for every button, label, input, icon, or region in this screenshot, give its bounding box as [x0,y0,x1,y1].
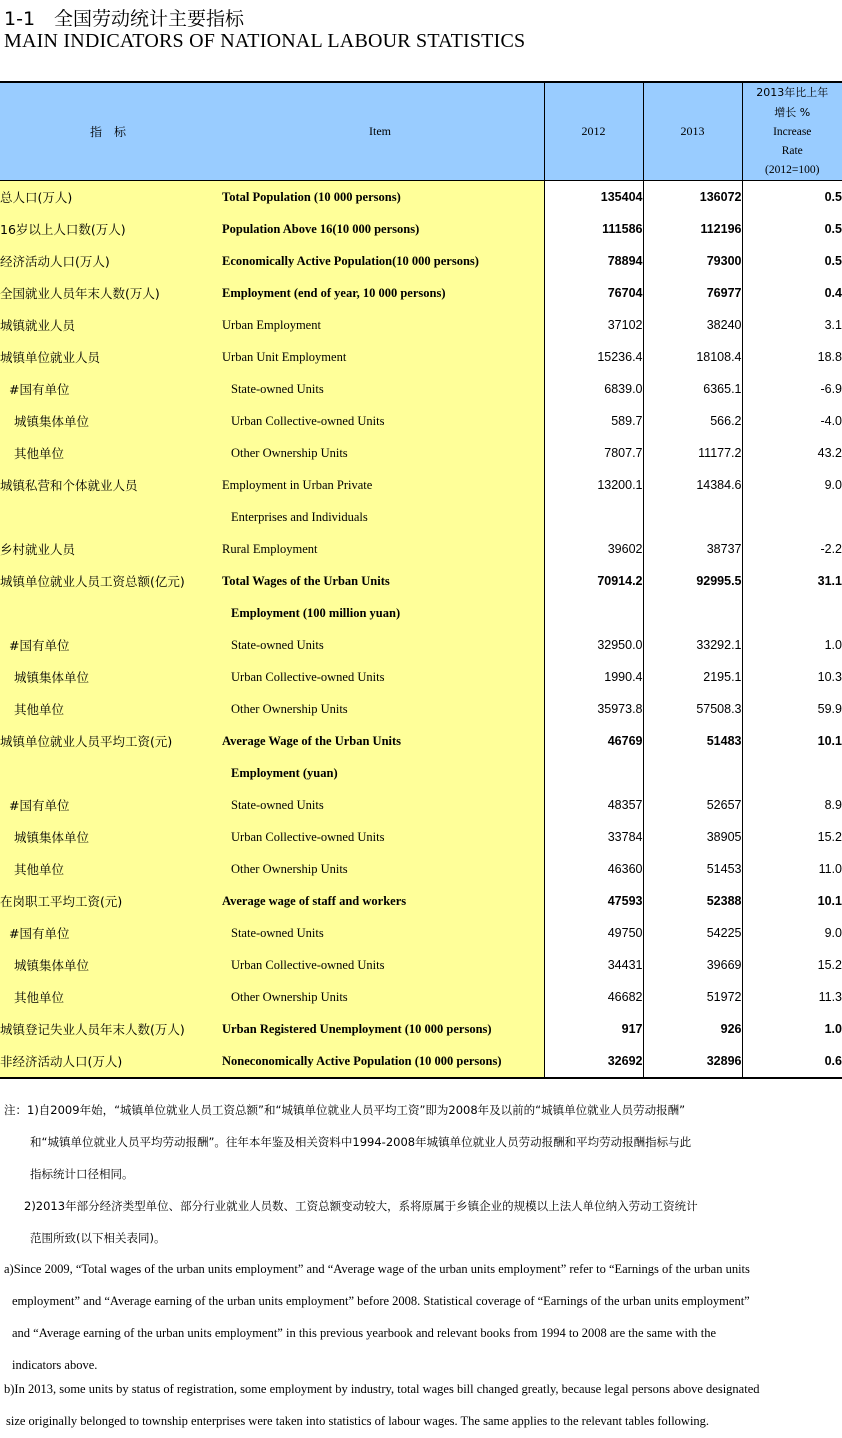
indicator-cn: 城镇单位就业人员 [0,341,222,373]
table-row [0,629,842,661]
indicator-cn: 16岁以上人口数(万人) [0,213,222,245]
table-row [0,469,842,501]
indicator-cn: 其他单位 [0,981,222,1013]
item-en [222,629,544,661]
value-2012: 34431 [544,949,643,981]
indicator-cn: 其他单位 [0,437,222,469]
indicator-cn: 城镇集体单位 [0,949,222,981]
item-en-text: Other Ownership Units [231,445,348,460]
value-2013: 76977 [643,277,742,309]
item-en [222,981,544,1013]
value-2013: 11177.2 [643,437,742,469]
value-rate: 31.1 [742,565,842,597]
header-item: Item [222,82,544,181]
indicator-cn: #国有单位 [0,917,222,949]
indicator-cn: #国有单位 [0,789,222,821]
table-row [0,245,842,277]
indicator-cn: 总人口(万人) [0,181,222,214]
table-row [0,885,842,917]
value-2012: 46360 [544,853,643,885]
value-rate: 10.3 [742,661,842,693]
indicator-cn: 乡村就业人员 [0,533,222,565]
header-rate-line4: Rate [781,145,803,157]
footnote-cn-2-line2: 范围所致(以下相关表同)。 [30,1231,166,1245]
value-2012 [544,597,643,629]
item-en [222,949,544,981]
indicator-cn: 城镇私营和个体就业人员 [0,469,222,501]
value-2013: 566.2 [643,405,742,437]
item-en-text: Other Ownership Units [231,989,348,1004]
indicator-cn [0,597,222,629]
table-row [0,565,842,597]
value-rate: 11.3 [742,981,842,1013]
item-en-text: State-owned Units [231,797,324,812]
value-rate: 0.5 [742,181,842,214]
item-en: Economically Active Population(10 000 persons) [222,245,544,277]
value-rate: -6.9 [742,373,842,405]
indicator-cn: #国有单位 [0,629,222,661]
item-en-text: Urban Collective-owned Units [231,957,385,972]
table-row [0,341,842,373]
value-2012: 76704 [544,277,643,309]
value-2012: 589.7 [544,405,643,437]
value-2013 [643,757,742,789]
item-en: Average Wage of the Urban Units [222,725,544,757]
item-en [222,661,544,693]
item-en-text: Enterprises and Individuals [231,509,368,524]
value-2013: 136072 [643,181,742,214]
indicator-cn: 城镇集体单位 [0,821,222,853]
value-rate: 10.1 [742,885,842,917]
value-rate: 15.2 [742,821,842,853]
table-row [0,853,842,885]
header-2013: 2013 [643,82,742,181]
value-2013: 38737 [643,533,742,565]
table-row [0,725,842,757]
value-2013: 14384.6 [643,469,742,501]
table-title-en: MAIN INDICATORS OF NATIONAL LABOUR STATISTICS [4,30,526,52]
value-2012: 15236.4 [544,341,643,373]
footnote-en-b-line2: size originally belonged to township enterprises were taken into statistics of labour wages. The same applies to the relevant tables following. [6,1414,710,1428]
value-rate: 8.9 [742,789,842,821]
value-2012: 35973.8 [544,693,643,725]
value-2012: 111586 [544,213,643,245]
item-en: Average wage of staff and workers [222,885,544,917]
value-rate [742,597,842,629]
value-2012: 49750 [544,917,643,949]
item-en: Total Population (10 000 persons) [222,181,544,214]
indicator-cn: 全国就业人员年末人数(万人) [0,277,222,309]
value-rate: 18.8 [742,341,842,373]
indicator-cn: 城镇集体单位 [0,405,222,437]
table-row [0,213,842,245]
table-row [0,597,842,629]
table-row [0,661,842,693]
item-en-text: Urban Collective-owned Units [231,829,385,844]
header-2012: 2012 [544,82,643,181]
value-2013: 32896 [643,1045,742,1078]
table-row [0,757,842,789]
value-2013: 57508.3 [643,693,742,725]
value-rate: 9.0 [742,917,842,949]
value-rate: -4.0 [742,405,842,437]
item-en [222,437,544,469]
value-rate: 43.2 [742,437,842,469]
value-2013: 92995.5 [643,565,742,597]
item-en-text: Urban Collective-owned Units [231,413,385,428]
item-en-text: Urban Collective-owned Units [231,669,385,684]
value-2012: 33784 [544,821,643,853]
table-row [0,277,842,309]
value-2012: 32950.0 [544,629,643,661]
indicator-cn: 城镇集体单位 [0,661,222,693]
item-en [222,693,544,725]
value-2013: 38240 [643,309,742,341]
value-2012: 46682 [544,981,643,1013]
item-en: Employment in Urban Private [222,469,544,501]
value-rate: 3.1 [742,309,842,341]
item-en-text: Other Ownership Units [231,861,348,876]
value-2013: 6365.1 [643,373,742,405]
value-2013: 18108.4 [643,341,742,373]
item-en [222,757,544,789]
value-2012: 7807.7 [544,437,643,469]
indicators-table [0,81,842,1079]
item-en: Urban Registered Unemployment (10 000 persons) [222,1013,544,1045]
indicator-cn: 城镇就业人员 [0,309,222,341]
value-2012: 6839.0 [544,373,643,405]
footnote-en-b-line1: b)In 2013, some units by status of registration, some employment by industry, total wages bill changed greatly, because legal persons above designated [4,1382,760,1396]
item-en: Urban Unit Employment [222,341,544,373]
header-indicator: 指 标 [0,82,222,181]
table-row [0,181,842,214]
value-2013: 112196 [643,213,742,245]
item-en-text: Employment (yuan) [231,765,338,780]
value-2013: 2195.1 [643,661,742,693]
value-2012: 78894 [544,245,643,277]
table-title-cn: 1-1 全国劳动统计主要指标 [4,8,245,30]
footnote-cn-2-line1: 2)2013年部分经济类型单位、部分行业就业人员数、工资总额变动较大，系将原属于乡镇企业的规模以上法人单位纳入劳动工资统计 [24,1199,698,1213]
header-rate-line1: 2013年比上年 [756,86,829,99]
item-en [222,821,544,853]
table-row [0,533,842,565]
value-2012: 70914.2 [544,565,643,597]
item-en-text: State-owned Units [231,381,324,396]
table-row [0,821,842,853]
value-2012: 48357 [544,789,643,821]
item-en [222,917,544,949]
item-en [222,373,544,405]
indicator-cn: 城镇单位就业人员平均工资(元) [0,725,222,757]
item-en: Total Wages of the Urban Units [222,565,544,597]
table-row [0,405,842,437]
value-rate: 59.9 [742,693,842,725]
header-rate-line3: Increase [773,126,812,138]
table-row [0,981,842,1013]
value-rate: 1.0 [742,629,842,661]
value-2013: 52388 [643,885,742,917]
indicator-cn [0,501,222,533]
item-en [222,501,544,533]
item-en-text: Employment (100 million yuan) [231,605,401,620]
table-row [0,309,842,341]
value-rate: 11.0 [742,853,842,885]
item-en [222,405,544,437]
table-header-row [0,82,842,181]
item-en-text: Other Ownership Units [231,701,348,716]
value-rate: 1.0 [742,1013,842,1045]
value-2012: 13200.1 [544,469,643,501]
item-en [222,597,544,629]
indicator-cn [0,757,222,789]
footnote-en-a-line2: employment” and “Average earning of the urban units employment” before 2008. Statistical coverage of “Earnings of the urban units employment” [12,1294,750,1308]
table-row [0,1045,842,1078]
value-2012: 37102 [544,309,643,341]
value-2013: 926 [643,1013,742,1045]
table-row [0,693,842,725]
value-2012: 135404 [544,181,643,214]
indicator-cn: 城镇登记失业人员年末人数(万人) [0,1013,222,1045]
item-en: Rural Employment [222,533,544,565]
value-2012: 39602 [544,533,643,565]
value-2013: 33292.1 [643,629,742,661]
item-en-text: State-owned Units [231,637,324,652]
value-rate: 10.1 [742,725,842,757]
indicator-cn: 城镇单位就业人员工资总额(亿元) [0,565,222,597]
footnote-cn-1-line3: 指标统计口径相同。 [30,1167,134,1181]
item-en: Noneconomically Active Population (10 000 persons) [222,1045,544,1078]
value-2012: 47593 [544,885,643,917]
footnote-en-a-line3: and “Average earning of the urban units employment” in this previous yearbook and relevant books from 1994 to 2008 are the same with the [12,1326,717,1340]
item-en [222,789,544,821]
table-row [0,1013,842,1045]
value-2012 [544,757,643,789]
value-2013: 39669 [643,949,742,981]
table-row [0,373,842,405]
table-row [0,917,842,949]
footnote-cn-1-line1: 注：1)自2009年始，“城镇单位就业人员工资总额”和“城镇单位就业人员平均工资”即为2008年及以前的“城镇单位就业人员劳动报酬” [4,1103,686,1117]
footnote-cn-1-line2: 和“城镇单位就业人员平均劳动报酬”。往年本年鉴及相关资料中1994-2008年城镇单位就业人员劳动报酬和平均劳动报酬指标与此 [30,1135,692,1149]
indicator-cn: 在岗职工平均工资(元) [0,885,222,917]
value-2013 [643,501,742,533]
value-2013: 38905 [643,821,742,853]
table-row [0,501,842,533]
table-row [0,949,842,981]
value-2013: 51972 [643,981,742,1013]
item-en: Employment (end of year, 10 000 persons) [222,277,544,309]
value-2012: 46769 [544,725,643,757]
value-2013: 51483 [643,725,742,757]
item-en: Urban Employment [222,309,544,341]
value-rate: 9.0 [742,469,842,501]
value-rate: 0.5 [742,213,842,245]
value-2013: 79300 [643,245,742,277]
value-2012 [544,501,643,533]
value-2012: 1990.4 [544,661,643,693]
item-en: Population Above 16(10 000 persons) [222,213,544,245]
value-rate [742,501,842,533]
table-row [0,789,842,821]
value-rate: -2.2 [742,533,842,565]
value-2013: 51453 [643,853,742,885]
value-rate: 0.6 [742,1045,842,1078]
indicator-cn: #国有单位 [0,373,222,405]
header-rate [742,82,842,181]
value-2012: 917 [544,1013,643,1045]
indicator-cn: 其他单位 [0,693,222,725]
value-rate: 15.2 [742,949,842,981]
value-2013 [643,597,742,629]
value-2012: 32692 [544,1045,643,1078]
header-rate-line5: (2012=100) [765,164,820,176]
table-row [0,437,842,469]
item-en [222,853,544,885]
footnote-en-a-line1: a)Since 2009, “Total wages of the urban units employment” and “Average wage of the urban units employment” refer to “Earnings of the urban units [4,1262,750,1276]
item-en-text: State-owned Units [231,925,324,940]
value-rate: 0.4 [742,277,842,309]
value-2013: 52657 [643,789,742,821]
footnote-en-a-line4: indicators above. [12,1358,98,1372]
indicator-cn: 经济活动人口(万人) [0,245,222,277]
value-rate: 0.5 [742,245,842,277]
indicator-cn: 其他单位 [0,853,222,885]
header-rate-line2: 增长 % [774,106,811,119]
value-2013: 54225 [643,917,742,949]
indicator-cn: 非经济活动人口(万人) [0,1045,222,1078]
value-rate [742,757,842,789]
